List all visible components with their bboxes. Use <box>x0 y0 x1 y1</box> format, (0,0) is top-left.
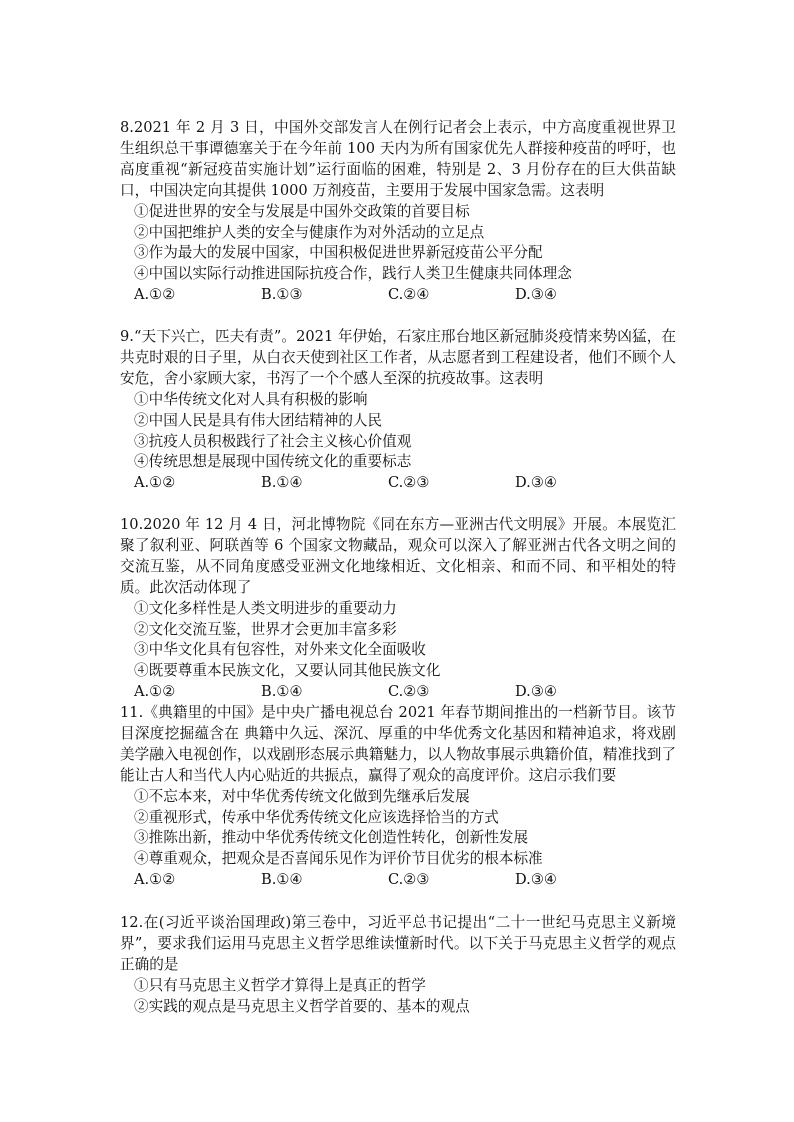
option-statement: ②文化交流互鉴，世界才会更加丰富多彩 <box>134 620 397 638</box>
option-statement: ④传统思想是展现中国传统文化的重要标志 <box>134 453 412 471</box>
question-stem <box>120 703 676 787</box>
choice-c: C.②③ <box>388 871 430 889</box>
choice-a: A.①② <box>134 286 176 304</box>
option-statement: ③作为最大的发展中国家，中国积极促进世界新冠疫苗公平分配 <box>134 244 543 262</box>
question-text: 《典籍里的中国》是中央广播电视总台 2021 年春节期间推出的一档新节目。该节目深度挖掘蕴含在 典籍中久远、深沉、厚重的中华优秀文化基因和精神追求，将戏剧美学融入电视创作，以戏剧形态展示典籍魅力，以人物故事展示典籍价值，精准找到了能让古人和当代人内心贴近的共振点，赢得了观众的高度评价。这启示我们要 <box>120 704 676 784</box>
choice-b: B.①④ <box>261 683 303 701</box>
option-statement: ③中华文化具有包容性，对外来文化全面吸收 <box>134 641 426 659</box>
option-statement: ④既要尊重本民族文化，又要认同其他民族文化 <box>134 662 441 680</box>
question-stem <box>120 515 676 599</box>
option-statement: ②实践的观点是马克思主义哲学首要的、基本的观点 <box>134 997 470 1015</box>
answer-choices <box>120 285 676 306</box>
question-text: 在(习近平谈治国理政)第三卷中，习近平总书记提出“二十一世纪马克思主义新境界”，要求我们运用马克思主义哲学思维读懂新时代。以下关于马克思主义哲学的观点正确的是 <box>120 914 676 973</box>
question-number: 11. <box>120 704 144 721</box>
choice-d: D.③④ <box>515 474 557 492</box>
option-statement: ②中国人民是具有伟大团结精神的人民 <box>134 411 383 429</box>
option-statement: ①只有马克思主义哲学才算得上是真正的哲学 <box>134 976 426 994</box>
option-statement: ①中华传统文化对人具有积极的影响 <box>134 390 368 408</box>
choice-c: C.②③ <box>388 683 430 701</box>
question-12 <box>120 913 676 1018</box>
option-statement: ④尊重观众，把观众是否喜闻乐见作为评价节目优劣的根本标准 <box>134 850 543 868</box>
question-8 <box>120 118 676 306</box>
choice-a: A.①② <box>134 871 176 889</box>
question-stem <box>120 118 676 202</box>
answer-choices <box>120 682 676 703</box>
choice-d: D.③④ <box>515 683 557 701</box>
choice-c: C.②③ <box>388 474 430 492</box>
choice-d: D.③④ <box>515 286 557 304</box>
question-text: 2021 年 2 月 3 日，中国外交部发言人在例行记者会上表示，中方高度重视世界卫生组织总干事谭德塞关于在今年前 100 天内为所有国家优先人群接种疫苗的呼吁，也高度重视“新冠疫苗实施计划”运行面临的困难，特别是 2、3 月份存在的巨大供苗缺口，中国决定向其提供 1000 万剂疫苗，主要用于发展中国家急需。这表明 <box>120 119 676 199</box>
option-statement: ②重视形式，传承中华优秀传统文化应该选择恰当的方式 <box>134 808 499 826</box>
question-10 <box>120 515 676 703</box>
choice-d: D.③④ <box>515 871 557 889</box>
choice-a: A.①② <box>134 683 176 701</box>
option-statement: ①促进世界的安全与发展是中国外交政策的首要目标 <box>134 202 470 220</box>
answer-choices <box>120 870 676 891</box>
question-number: 8. <box>120 119 134 136</box>
option-statement: ③抗疫人员积极践行了社会主义核心价值观 <box>134 432 412 450</box>
question-number: 10. <box>120 516 144 533</box>
choice-b: B.①④ <box>261 474 303 492</box>
option-statement: ①不忘本来，对中华优秀传统文化做到先继承后发展 <box>134 787 470 805</box>
question-9 <box>120 327 676 494</box>
question-stem <box>120 327 676 390</box>
question-number: 12. <box>120 914 144 931</box>
question-text: 2020 年 12 月 4 日，河北博物院《同在东方—亚洲古代文明展》开展。本展览汇聚了叙利亚、阿联酋等 6 个国家文物藏品，观众可以深入了解亚洲古代各文明之间的交流互鉴，从不同角度感受亚洲文化地缘相近、文化相亲、和而不同、和平相处的特质。此次活动体现了 <box>120 516 676 596</box>
option-statement: ③推陈出新，推动中华优秀传统文化创造性转化，创新性发展 <box>134 829 529 847</box>
option-statement: ④中国以实际行动推进国际抗疫合作，践行人类卫生健康共同体理念 <box>134 265 572 283</box>
option-statement: ②中国把维护人类的安全与健康作为对外活动的立足点 <box>134 223 485 241</box>
choice-b: B.①③ <box>261 286 303 304</box>
choice-c: C.②④ <box>388 286 430 304</box>
choice-a: A.①② <box>134 474 176 492</box>
answer-choices <box>120 473 676 494</box>
question-stem <box>120 913 676 976</box>
question-11 <box>120 703 676 891</box>
question-text: “天下兴亡，匹夫有责”。2021 年伊始，石家庄邢台地区新冠肺炎疫情来势凶猛，在共克时艰的日子里，从白衣天使到社区工作者，从志愿者到工程建设者，他们不顾个人安危，舍小家顾大家，书泻了一个个感人至深的抗疫故事。这表明 <box>120 328 676 387</box>
choice-b: B.①④ <box>261 871 303 889</box>
question-number: 9. <box>120 328 134 345</box>
option-statement: ①文化多样性是人类文明进步的重要动力 <box>134 599 397 617</box>
